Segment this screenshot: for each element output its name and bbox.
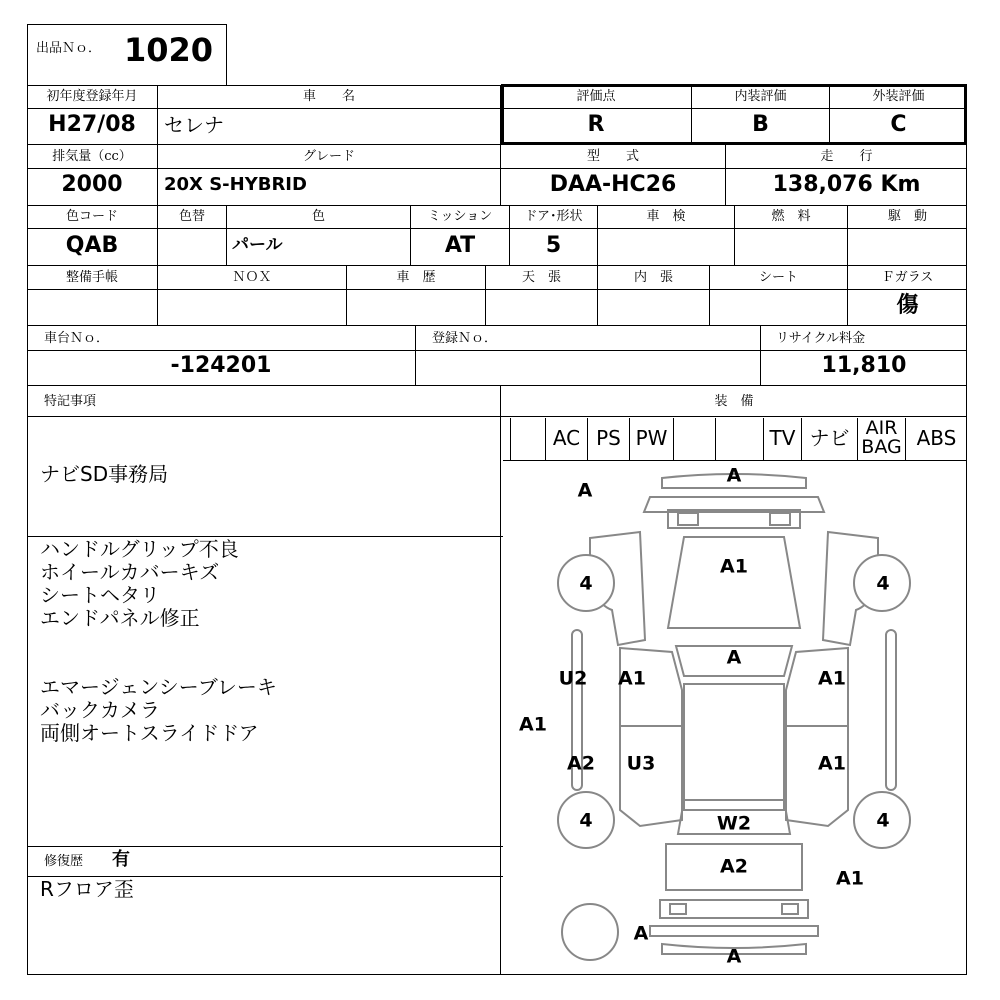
- mark-left-pillar: U2: [558, 667, 588, 690]
- mark-rear-glass: W2: [716, 812, 752, 835]
- h-line: [27, 289, 967, 290]
- note-lower-1: エマージェンシーブレーキ: [40, 675, 277, 699]
- mark-rear-right-wheel: 4: [876, 809, 890, 832]
- mark-rear-left-corner: A: [633, 922, 649, 945]
- equip-tv: TV: [764, 418, 802, 460]
- spare-wheel-icon: [562, 904, 618, 960]
- note-lower-3: 両側オートスライドドア: [40, 721, 259, 745]
- label-reg-year: 初年度登録年月: [46, 89, 138, 104]
- rear-bumper-lower: [650, 926, 818, 936]
- label-exterior: 外装評価: [872, 89, 925, 104]
- car-name-value: セレナ: [164, 113, 224, 137]
- label-nox: ＮＯＸ: [232, 270, 272, 285]
- mark-right-rear-door: A1: [818, 752, 846, 775]
- label-registration: 登録Ｎｏ．: [432, 331, 498, 346]
- label-repair: 修復歴: [44, 854, 84, 869]
- rear-light-right: [782, 904, 798, 914]
- f-glass-value: 傷: [896, 293, 919, 318]
- equip-airbag-line2: BAG: [861, 436, 902, 458]
- label-fuel: 燃 料: [771, 209, 811, 224]
- note-middle-4: エンドパネル修正: [40, 606, 200, 630]
- mark-rear-left-wheel: 4: [579, 809, 593, 832]
- label-score: 評価点: [576, 89, 616, 104]
- equip-slot-blank-1: [510, 418, 546, 460]
- label-seat: シート: [758, 270, 798, 285]
- mission-value: AT: [444, 233, 476, 258]
- recycle-value: 11,810: [821, 353, 907, 378]
- doors-value: 5: [545, 233, 562, 258]
- right-sill: [886, 630, 896, 790]
- model-value: DAA-HC26: [549, 172, 677, 197]
- v-line: [415, 325, 416, 385]
- mark-front-right-wheel: 4: [876, 572, 890, 595]
- label-maintenance: 整備手帳: [65, 270, 118, 285]
- mark-roof-front: A: [726, 646, 742, 669]
- note-top: ナビSD事務局: [40, 462, 169, 486]
- h-line: [27, 228, 967, 229]
- label-mileage: 走 行: [820, 149, 873, 164]
- h-line: [27, 846, 503, 847]
- mark-left-rear-door: A2: [567, 752, 595, 775]
- mark-front-bumper: A: [726, 464, 742, 487]
- mileage-value: 138,076 Km: [772, 172, 921, 197]
- h-line: [27, 205, 967, 206]
- mark-front-left-corner: A: [577, 479, 593, 502]
- label-equipment: 装 備: [714, 394, 754, 409]
- grade-value: 20X S-HYBRID: [164, 174, 307, 195]
- note-middle-1: ハンドルグリップ不良: [40, 537, 239, 561]
- mark-left-front-door: A1: [618, 667, 646, 690]
- car-damage-diagram: [503, 462, 966, 974]
- label-color-change: 色替: [178, 209, 205, 224]
- h-line: [27, 416, 967, 417]
- mark-right-front-door: A1: [818, 667, 846, 690]
- label-inspection: 車 検: [646, 209, 686, 224]
- equip-abs: ABS: [916, 426, 957, 450]
- mark-front-left-wheel: 4: [579, 572, 593, 595]
- rear-bumper-shape: [660, 900, 808, 918]
- mark-hood: A1: [720, 555, 748, 578]
- equip-slot-blank-3: [716, 418, 764, 460]
- note-middle-3: シートヘタリ: [40, 583, 160, 607]
- reg-year-value: H27/08: [48, 112, 136, 137]
- color-code-value: QAB: [65, 233, 119, 258]
- mark-right-rear-quarter: A1: [836, 867, 864, 890]
- label-model: 型 式: [586, 149, 639, 164]
- h-line: [27, 350, 967, 351]
- color-value: パール: [232, 235, 283, 255]
- equip-airbag: [858, 418, 906, 460]
- h-line: [27, 385, 967, 386]
- lot-number: 1020: [124, 31, 214, 69]
- equip-slot-blank-2: [674, 418, 716, 460]
- label-ceiling: 天 張: [521, 270, 561, 285]
- rear-light-left: [670, 904, 686, 914]
- label-grade: グレード: [302, 149, 355, 164]
- score-value: R: [587, 112, 605, 137]
- label-interior: 内装評価: [734, 89, 787, 104]
- equip-ac: AC: [546, 418, 588, 460]
- h-line: [503, 460, 967, 461]
- label-recycle: リサイクル料金: [776, 331, 866, 346]
- repair-value: 有: [112, 849, 130, 870]
- mark-rear-bumper: A: [726, 945, 742, 968]
- note-middle-2: ホイールカバーキズ: [40, 560, 220, 584]
- h-line: [27, 265, 967, 266]
- label-notes: 特記事項: [44, 394, 97, 409]
- chassis-value: -124201: [170, 353, 272, 378]
- note-lower-2: バックカメラ: [40, 698, 160, 722]
- label-history: 車 歴: [396, 270, 436, 285]
- label-car-name: 車 名: [302, 89, 355, 104]
- label-color-code: 色コード: [65, 209, 118, 224]
- roof-shape: [684, 684, 784, 810]
- mark-left-side: A1: [519, 713, 547, 736]
- label-drive: 駆 動: [887, 209, 927, 224]
- repair-detail: Rフロア歪: [40, 877, 134, 901]
- label-f-glass: Ｆガラス: [881, 270, 934, 285]
- mark-left-rear-center: U3: [626, 752, 656, 775]
- lot-label: 出品Ｎｏ．: [36, 41, 102, 56]
- equip-navi: ナビ: [802, 418, 858, 460]
- label-displacement: 排気量（cc）: [52, 149, 132, 164]
- v-line: [157, 85, 158, 205]
- label-mission: ミッション: [427, 209, 493, 224]
- label-interior-trim: 内 張: [633, 270, 673, 285]
- front-light-right: [770, 513, 790, 525]
- v-line: [500, 385, 501, 975]
- displacement-value: 2000: [61, 172, 123, 197]
- equip-airbag-line1: AIR: [865, 417, 898, 439]
- interior-value: B: [752, 112, 769, 137]
- label-doors: ドア･形状: [524, 209, 583, 224]
- hood-shape: [668, 537, 800, 628]
- h-line: [27, 325, 967, 326]
- label-color: 色: [311, 209, 325, 224]
- mark-back-door: A2: [720, 855, 748, 878]
- front-light-left: [678, 513, 698, 525]
- h-line: [27, 168, 967, 169]
- equip-pw: PW: [630, 418, 674, 460]
- equip-ps: PS: [588, 418, 630, 460]
- label-chassis: 車台Ｎｏ．: [44, 331, 110, 346]
- exterior-value: C: [890, 112, 907, 137]
